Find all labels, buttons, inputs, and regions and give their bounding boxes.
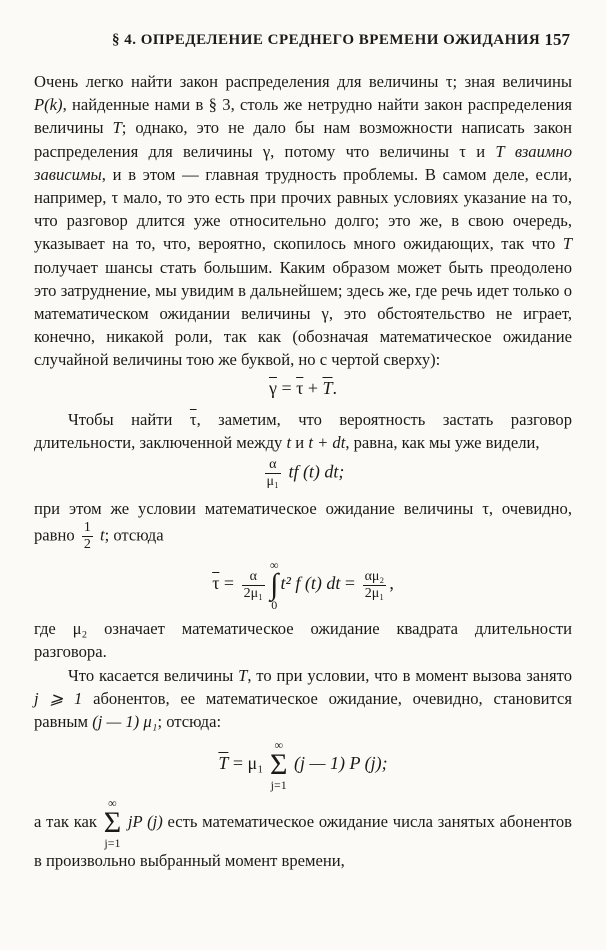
equation-2: $\frac{\alpha}{\text{μ₁}}$ tf (t) dt; — [266, 457, 345, 490]
equation-1: $\overline{\gamma} = \overline{\tau} + \overline{T}$. — [268, 377, 338, 398]
summation-sign: ∞ Σ j=1 — [103, 796, 122, 851]
paragraph-3: при этом же условии математическое ожидание величины τ, очевидно, равно $\frac{1}{2}$ t; отсюда — [34, 499, 572, 553]
paragraph-6: а так как ∞ Σ j=1 jP (j) есть математическое ожидание числа занятых абонентов в произвольно выбранный момент времени, — [34, 796, 572, 871]
page-header — [0, 28, 606, 54]
running-title: § 4. ОПРЕДЕЛЕНИЕ СРЕДНЕГО ВРЕМЕНИ ОЖИДАНИЯ — [112, 32, 541, 48]
page-number: 157 — [544, 30, 570, 49]
equation-3: $\overline{\tau}$ = $\frac{\alpha}{\text{2μ₁}}$ ∞ ∫ 0 t² f (t) dt = $\frac{\text{αμ₂}}{\text{2μ₁}}$ , — [212, 558, 394, 613]
paragraph-4: где μ₂ означает математическое ожидание квадрата длительности разговора. — [34, 619, 572, 662]
paragraph-2: Чтобы найти $\overline{\tau}$, заметим, что вероятность застать разговор длительности, заключенной между t и t + dt, равна, как мы уже видели, — [34, 409, 573, 452]
fraction: $\frac{\alpha}{\text{2μ₁}}$ — [243, 568, 263, 601]
summation-sign: ∞ Σ j=1 — [269, 738, 288, 793]
fraction: $\frac{\alpha}{\text{μ₁}}$ — [266, 457, 279, 490]
page-body — [34, 70, 572, 872]
equation-4: $\overline{T} = \mu_1$ ∞ Σ j=1 (j — 1) P (j); — [218, 738, 388, 793]
fraction: $\frac{1}{2}$ — [83, 520, 91, 553]
paragraph-1: Очень легко найти закон распределения для величины τ; зная величины P(k), найденные нами в § 3, столь же нетрудно найти закон распределения величины T; однако, это не дало бы нам возможности написать закон распределения для величины γ, потому что величины τ и T взаимно зависимы, и в этом — главная трудность проблемы. В самом деле, если, например, τ мало, то это есть при прочих равных условиях указание на то, что разговор длится уже относительно долго; это же, в свою очередь, указывает на то, что, вероятно, скопилось много ожидающих, так что T получает шансы стать большим. Каким образом может быть преодолено это затруднение, мы увидим в дальнейшем; здесь же, где речь идет только о математическом ожидании величины γ, это обстоятельство не играет, конечно, никакой роли, так как (обозначая математическое ожидание случайной величины тою же буквой, но с чертой сверху): — [34, 72, 573, 370]
emphasis-text: взаимно зависимы — [34, 141, 573, 184]
paragraph-5: Что касается величины T, то при условии, что в момент вызова занято j ⩾ 1 абонентов, ее математическое ожидание, очевидно, становится равным (j — 1) μ₁; отсюда: — [34, 665, 572, 732]
fraction: $\frac{\text{αμ₂}}{\text{2μ₁}}$ — [364, 568, 385, 601]
integral-sign: ∞ ∫ 0 — [269, 558, 279, 613]
